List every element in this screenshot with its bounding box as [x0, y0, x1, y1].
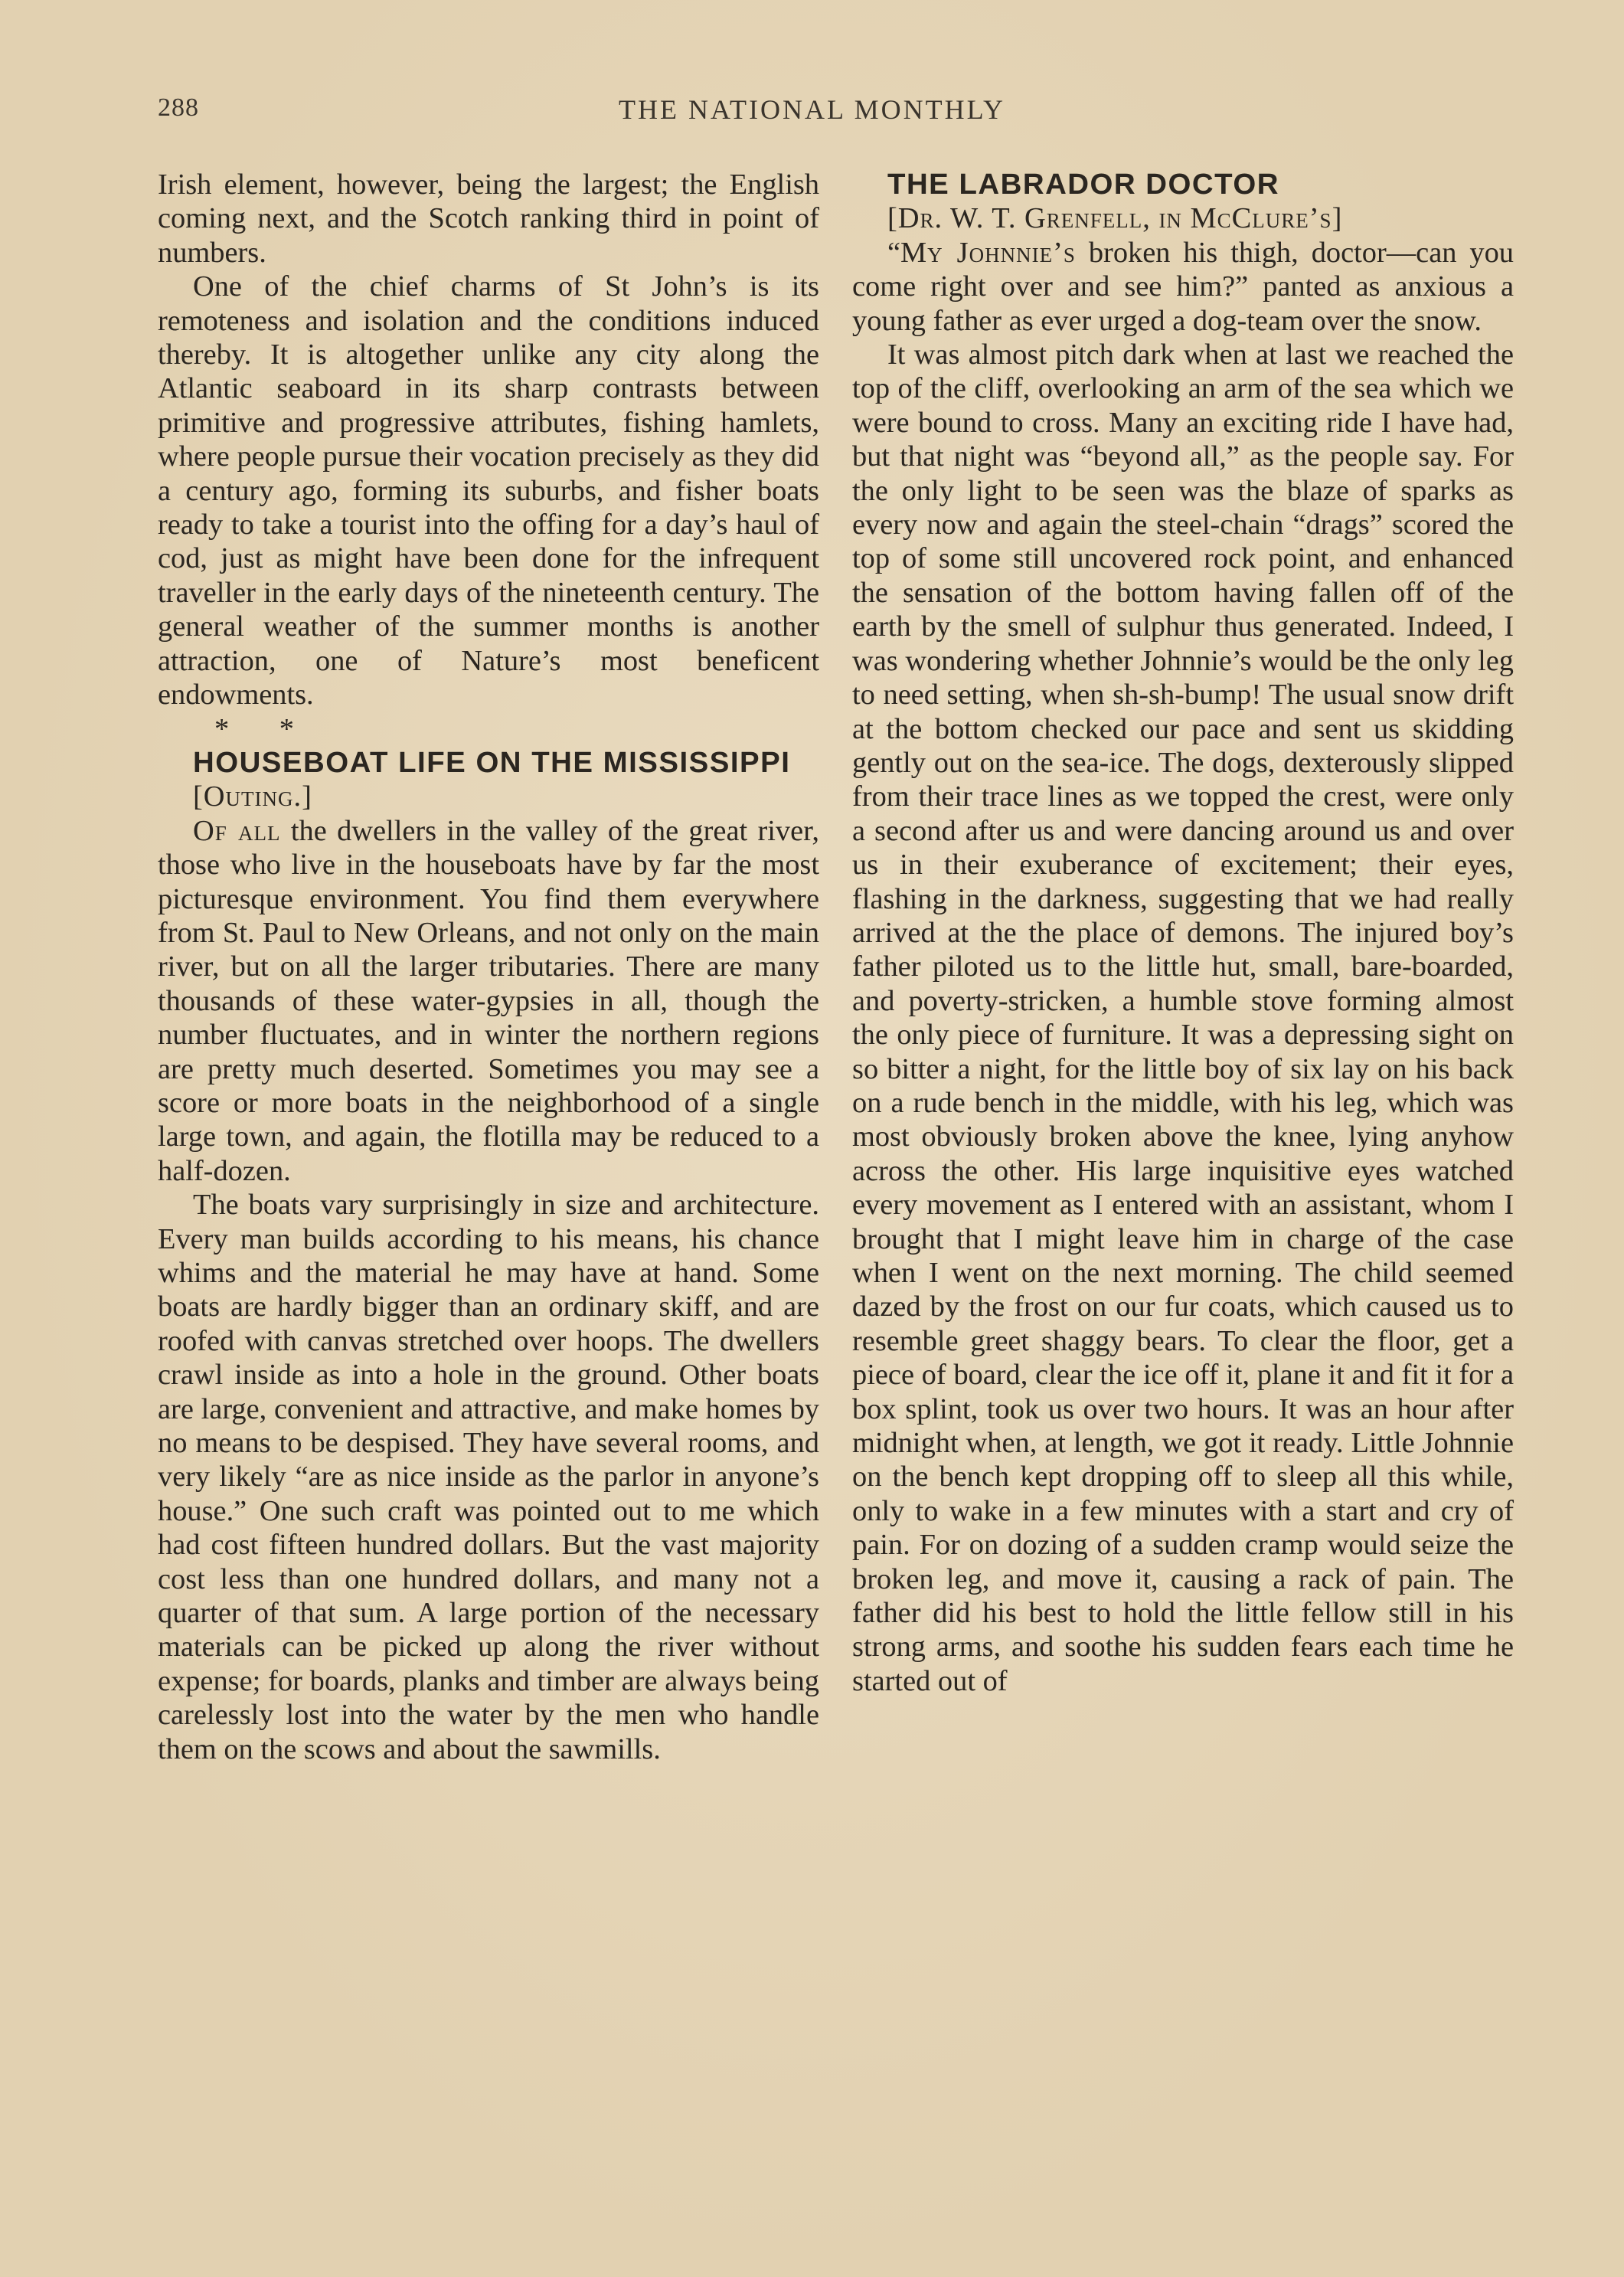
left-column [158, 168, 819, 1766]
labrador-paragraph-2: It was almost pitch dark when at last we reached the top of the cliff, overlooking an arm of the sea which we were bound to cross. Many an exciting ride I have had, but that night was “beyond all,” as the people say. For the only light to be seen was the blaze of sparks as every now and again the steel-chain “drags” scored the top of some still uncovered rock point, and enhanced the sensation of the bottom having fallen off of the earth by the smell of sulphur thus generated. Indeed, I was wondering whether Johnnie’s would be the only leg to need setting, when sh-sh-bump! The usual snow drift at the bottom checked our pace and sent us skidding gently out on the sea-ice. The dogs, dexterously slipped from their trace lines as we topped the crest, were only a second after us and were dancing around us and over us in their exuberance of excitement; their eyes, flashing in the darkness, suggesting that we had really arrived at the the place of demons. The injured boy’s father piloted us to the little hut, small, bare-boarded, and poverty-stricken, a humble stove forming almost the only piece of furniture. It was a depressing sight on so bitter a night, for the little boy of six lay on his back on a rude bench in the middle, with his leg, which was most obviously broken above the knee, lying anyhow across the other. His large inquisitive eyes watched every movement as I entered with an assistant, whom I brought that I might leave him in charge of the case when I went on the next morning. The child seemed dazed by the frost on our fur coats, which caused us to resemble greet shaggy bears. To clear the floor, get a piece of board, clear the ice off it, plane it and fit it for a box splint, took us over two hours. It was an hour after midnight when, at length, we got it ready. Little Johnnie on the bench kept dropping off to sleep all this while, only to wake in a few minutes with a start and cry of pain. For on dozing of a sudden cramp would seize the broken leg, and move it, causing a rack of pain. The father did his best to hold the little fellow still in his strong arms, and soothe his sudden fears each time he started out of [852, 339, 1514, 1697]
labrador-lead-in: My Johnnie’s [900, 236, 1076, 269]
labrador-open-quote: “ [887, 236, 901, 269]
right-column [852, 168, 1514, 1698]
houseboat-paragraph-1-text: the dwellers in the valley of the great river, those who live in the houseboats have by far the most picturesque environment. You find them everywhere from St. Paul to New Orleans, and not only on the main river, but on all the larger tributaries. There are many thousands of these water-gypsies in all, though the number fluctuates, and in winter the northern regions are pretty much deserted. Sometimes you may see a score or more boats in the neighborhood of a single large town, and again, the flotilla may be reduced to a half-dozen. [158, 814, 819, 1187]
section-separator: * * [214, 712, 315, 745]
labrador-paragraph-1-text: broken his thigh, doctor—can you come right over and see him?” panted as anxious a young father as ever urged a dog-team over the snow. [852, 236, 1514, 337]
page-number: 288 [158, 93, 199, 122]
labrador-article-title: THE LABRADOR DOCTOR [887, 168, 1279, 201]
running-head [0, 93, 1624, 130]
houseboat-lead-in: Of all [193, 814, 281, 847]
continued-paragraph: Irish element, however, being the largest; the English coming next, and the Scotch ranking third in point of numbers. [158, 168, 819, 269]
houseboat-paragraph-1 [158, 814, 819, 1188]
labrador-source-text: [Dr. W. T. Grenfell, in McClure’s] [887, 202, 1343, 235]
labrador-paragraph-1 [852, 236, 1514, 338]
journal-title: THE NATIONAL MONTHLY [619, 94, 1005, 125]
houseboat-source-text: [Outing.] [193, 780, 312, 813]
st-johns-charms-paragraph: One of the chief charms of St John’s is its remoteness and isolation and the conditions induced thereby. It is altogether unlike any city along the Atlantic seaboard in its sharp contrasts between primitive and progressive attributes, fishing hamlets, where people pursue their vocation precisely as they did a century ago, forming its suburbs, and fisher boats ready to take a tourist into the offing for a day’s haul of cod, just as might have been done for the infrequent traveller in the early days of the nineteenth century. The general weather of the summer months is another attraction, one of Nature’s most beneficent endowments. [158, 270, 819, 712]
houseboat-article-source [158, 780, 819, 813]
houseboat-article-title: HOUSEBOAT LIFE ON THE MISSISSIPPI [193, 745, 791, 779]
labrador-article-source [852, 201, 1514, 235]
houseboat-paragraph-2: The boats vary surprisingly in size and architecture. Every man builds according to his means, his chance whims and the material he may have at hand. Some boats are hardly bigger than an ordinary skiff, and are roofed with canvas stretched over hoops. The dwellers crawl inside as into a hole in the ground. Other boats are large, convenient and attractive, and make homes by no means to be despised. They have several rooms, and very likely “are as nice inside as the parlor in anyone’s house.” One such craft was pointed out to me which had cost fifteen hundred dollars. But the vast majority cost less than one hundred dollars, and many not a quarter of that sum. A large portion of the necessary materials can be picked up along the river without expense; for boards, planks and timber are always being carelessly lost into the water by the men who handle them on the scows and about the sawmills. [158, 1189, 819, 1765]
